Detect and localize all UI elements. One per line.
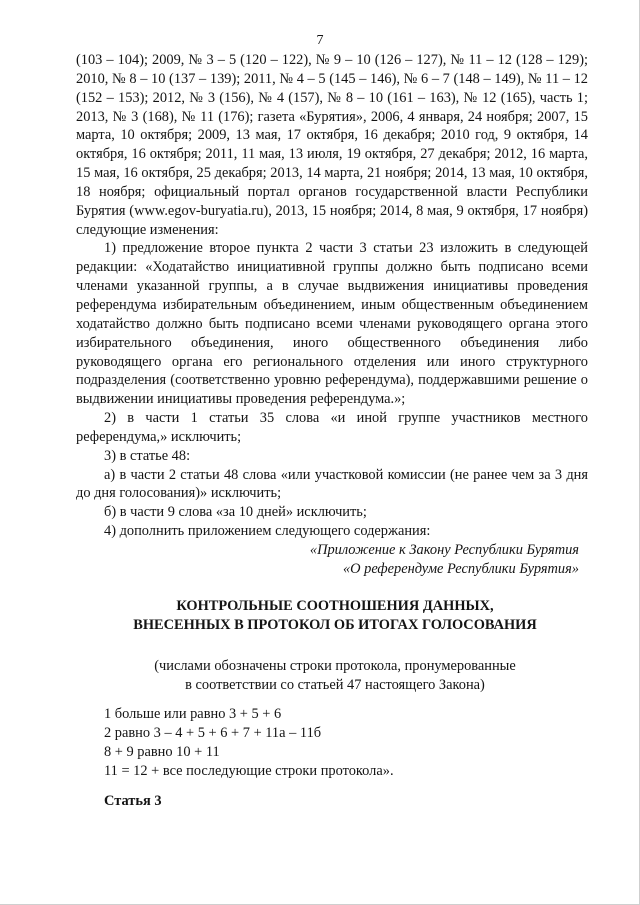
appendix-title bbox=[60, 597, 610, 635]
amendment-1: 1) предложение второе пункта 2 части 3 статьи 23 изложить в следующей редакции: «Ходатайство инициативной группы должно быть подписано всеми членами указанной группы, а в случае выдвижения инициативы проведения референдума избирательным объединением, иным общественным объединением ходатайство должно быть подписано всеми членами руководящего органа этого избирательного объединения, иного общественного объединения либо руководящего органа его регионального отделения или иного структурного подразделения (соответственно уровню референдума), поддержавшими решение о выдвижении инициативы проведения референдума.»; bbox=[76, 240, 588, 408]
page-number: 7 bbox=[316, 33, 324, 48]
appendix-note bbox=[80, 657, 590, 695]
appendix-title-line: ВНЕСЕННЫХ В ПРОТОКОЛ ОБ ИТОГАХ ГОЛОСОВАНИЯ bbox=[133, 617, 537, 633]
appendix-note-line: в соответствии со статьей 47 настоящего Закона) bbox=[185, 677, 485, 693]
control-ratios-list bbox=[104, 705, 394, 781]
control-ratio: 8 + 9 равно 10 + 11 bbox=[104, 744, 220, 760]
intro-paragraph: (103 – 104); 2009, № 3 – 5 (120 – 122), № 9 – 10 (126 – 127), № 11 – 12 (128 – 129); 2010, № 8 – 10 (137 – 139); 2011, № 4 – 5 (145 – 146), № 6 – 7 (148 – 149), № 11 – 12 (152 – 153); 2012, № 3 (156), № 4 (157), № 8 – 10 (161 – 163), № 12 (165), часть 1; 2013, № 3 (168), № 11 (176); газета «Бурятия», 2006, 4 января, 24 ноября; 2007, 15 марта, 10 октября; 2009, 13 мая, 17 октября, 16 декабря; 2010 год, 9 октября, 14 октября, 16 октября; 2011, 11 мая, 13 июля, 19 октября, 27 декабря; 2012, 16 марта, 15 мая, 16 октября, 25 декабря; 2013, 14 марта, 21 ноября; 2014, 13 мая, 10 октября, 18 ноября; официальный портал органов государственной власти Республики Бурятия (www.egov-buryatia.ru), 2013, 15 ноября; 2014, 8 мая, 9 октября, 17 ноября) следующие изменения: bbox=[76, 52, 588, 238]
appendix-reference-line: «О референдуме Республики Бурятия» bbox=[342, 561, 579, 577]
control-ratio: 11 = 12 + все последующие строки протокола». bbox=[104, 763, 394, 779]
body-text bbox=[76, 51, 588, 541]
appendix-note-line: (числами обозначены строки протокола, пронумерованные bbox=[154, 658, 516, 674]
control-ratio: 1 больше или равно 3 + 5 + 6 bbox=[104, 706, 282, 722]
appendix-title-line: КОНТРОЛЬНЫЕ СООТНОШЕНИЯ ДАННЫХ, bbox=[176, 598, 494, 614]
appendix-reference-line: «Приложение к Закону Республики Бурятия bbox=[309, 542, 579, 558]
amendment-3: 3) в статье 48: bbox=[104, 447, 191, 464]
control-ratio: 2 равно 3 – 4 + 5 + 6 + 7 + 11а – 11б bbox=[104, 725, 322, 741]
amendment-3a: а) в части 2 статьи 48 слова «или участковой комиссии (не ранее чем за 3 дня до дня голосования)» исключить; bbox=[76, 466, 588, 502]
amendment-4: 4) дополнить приложением следующего содержания: bbox=[104, 523, 431, 540]
article-heading: Статья 3 bbox=[104, 793, 162, 809]
amendment-3b: б) в части 9 слова «за 10 дней» исключить; bbox=[104, 504, 367, 521]
appendix-reference bbox=[310, 541, 579, 579]
amendment-2: 2) в части 1 статьи 35 слова «и иной группе участников местного референдума,» исключить; bbox=[76, 410, 588, 445]
